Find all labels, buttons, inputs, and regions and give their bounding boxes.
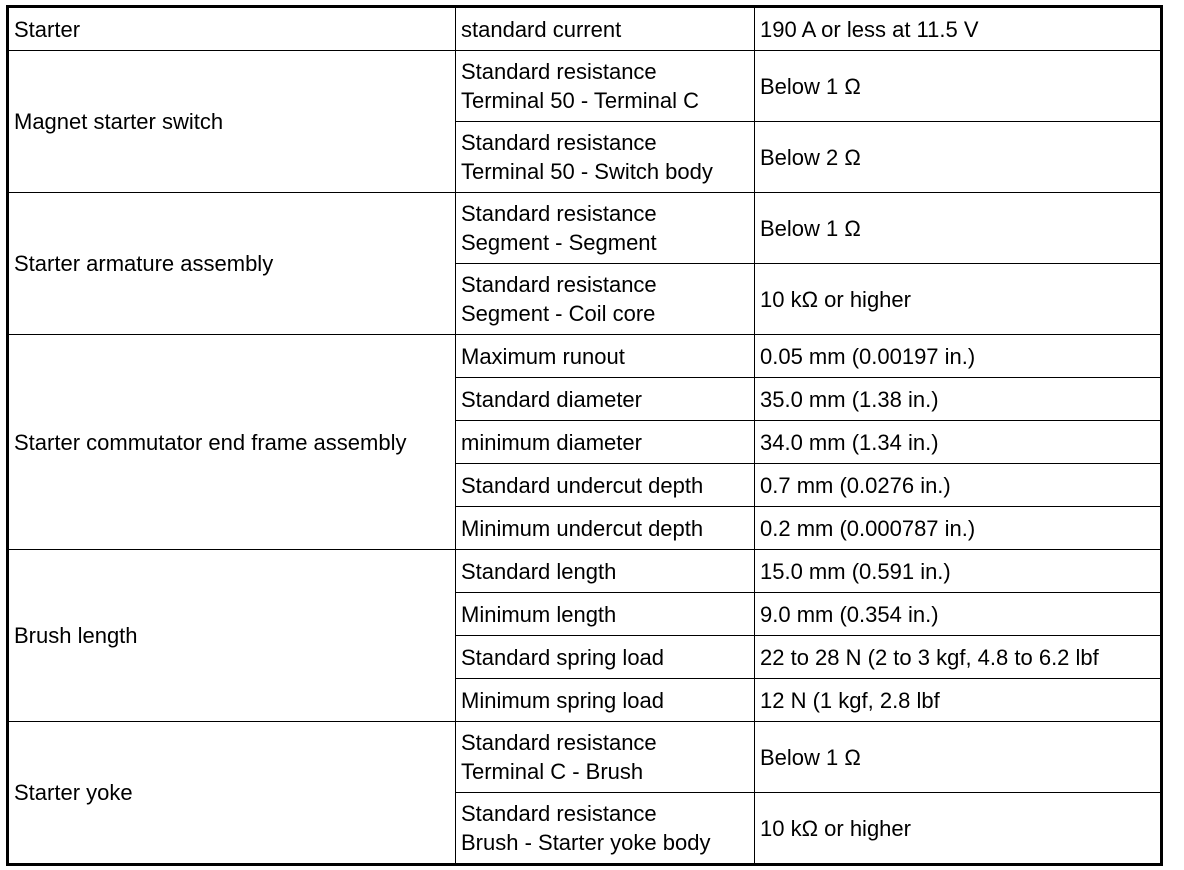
- item-line: Minimum spring load: [461, 687, 664, 713]
- item-cell: [456, 51, 755, 122]
- item-line: Standard resistance: [461, 272, 657, 297]
- spec-cell: 10 kΩ or higher: [755, 264, 1162, 335]
- table-row: [8, 7, 1162, 51]
- item-line: Minimum undercut depth: [461, 515, 704, 541]
- table-row: [8, 722, 1162, 793]
- item-line: Standard resistance: [461, 130, 657, 155]
- table-row: [8, 193, 1162, 264]
- item-cell: [456, 636, 755, 679]
- table-row: [8, 335, 1162, 378]
- item-cell: [456, 193, 755, 264]
- item-cell: [456, 793, 755, 865]
- spec-cell: Below 2 Ω: [755, 122, 1162, 193]
- item-line: Terminal C - Brush: [461, 759, 644, 784]
- spec-cell: Below 1 Ω: [755, 51, 1162, 122]
- spec-cell: 190 A or less at 11.5 V: [755, 7, 1162, 51]
- spec-cell: 22 to 28 N (2 to 3 kgf, 4.8 to 6.2 lbf: [755, 636, 1162, 679]
- table-row: [8, 51, 1162, 122]
- component-cell: Starter commutator end frame assembly: [8, 335, 456, 550]
- item-line: Maximum runout: [461, 343, 625, 369]
- component-cell: Starter yoke: [8, 722, 456, 865]
- item-line: Standard resistance: [461, 59, 657, 84]
- item-line: Standard resistance: [461, 201, 657, 226]
- spec-cell: 0.7 mm (0.0276 in.): [755, 464, 1162, 507]
- spec-cell: 34.0 mm (1.34 in.): [755, 421, 1162, 464]
- spec-cell: 10 kΩ or higher: [755, 793, 1162, 865]
- item-cell: [456, 550, 755, 593]
- spec-cell: 35.0 mm (1.38 in.): [755, 378, 1162, 421]
- spec-cell: 0.2 mm (0.000787 in.): [755, 507, 1162, 550]
- spec-cell: 15.0 mm (0.591 in.): [755, 550, 1162, 593]
- item-line: Terminal 50 - Terminal C: [461, 88, 700, 113]
- item-line: Standard resistance: [461, 730, 657, 755]
- specification-table-body: [8, 7, 1162, 865]
- item-cell: [456, 264, 755, 335]
- item-line: Standard length: [461, 558, 617, 584]
- item-line: Terminal 50 - Switch body: [461, 159, 713, 184]
- item-cell: [456, 593, 755, 636]
- spec-cell: 9.0 mm (0.354 in.): [755, 593, 1162, 636]
- item-line: Segment - Segment: [461, 230, 657, 255]
- item-line: Standard resistance: [461, 801, 657, 826]
- spec-cell: Below 1 Ω: [755, 722, 1162, 793]
- item-cell: [456, 507, 755, 550]
- spec-cell: Below 1 Ω: [755, 193, 1162, 264]
- item-line: minimum diameter: [461, 429, 642, 455]
- item-line: Segment - Coil core: [461, 301, 656, 326]
- item-cell: [456, 722, 755, 793]
- item-cell: [456, 464, 755, 507]
- table-row: [8, 550, 1162, 593]
- specification-table: [6, 5, 1163, 866]
- item-cell: [456, 378, 755, 421]
- item-cell: [456, 421, 755, 464]
- item-cell: [456, 335, 755, 378]
- item-line: Standard spring load: [461, 644, 665, 670]
- item-cell: [456, 7, 755, 51]
- item-line: Standard undercut depth: [461, 472, 704, 498]
- item-line: Brush - Starter yoke body: [461, 830, 711, 855]
- component-cell: Magnet starter switch: [8, 51, 456, 193]
- item-cell: [456, 679, 755, 722]
- component-cell: Brush length: [8, 550, 456, 722]
- item-line: Standard diameter: [461, 386, 642, 412]
- component-cell: Starter: [8, 7, 456, 51]
- spec-cell: 12 N (1 kgf, 2.8 lbf: [755, 679, 1162, 722]
- spec-cell: 0.05 mm (0.00197 in.): [755, 335, 1162, 378]
- item-line: standard current: [461, 16, 622, 42]
- component-cell: Starter armature assembly: [8, 193, 456, 335]
- item-line: Minimum length: [461, 601, 617, 627]
- item-cell: [456, 122, 755, 193]
